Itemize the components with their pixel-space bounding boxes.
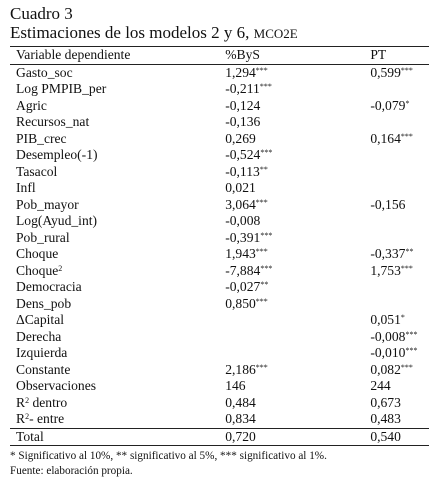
- coef-col-1: -0,124: [225, 97, 261, 113]
- table-row: [10, 329, 429, 346]
- coef-col-1: -0,008: [225, 213, 261, 228]
- table-row: [10, 213, 429, 230]
- coef-col-1: -0,136: [225, 114, 261, 129]
- coef-col-1: 1,294***: [225, 64, 268, 80]
- significance-stars: ***: [255, 296, 268, 306]
- variable-name: Desempleo(-1): [16, 147, 98, 162]
- coef-col-1: -7,884***: [225, 262, 273, 278]
- coef-col-2: -0,337**: [370, 246, 414, 261]
- significance-stars: ***: [260, 148, 273, 157]
- variable-name: Log(Ayud_int): [16, 213, 98, 228]
- significance-stars: *: [400, 313, 405, 322]
- coef-col-2: 0,082***: [370, 361, 413, 377]
- header-col-2: PT: [370, 47, 387, 62]
- coef-col-1: 3,064***: [225, 196, 268, 212]
- significance-note: * Significativo al 10%, ** significativo al 5%, *** significativo al 1%.: [10, 450, 327, 462]
- coef-col-2: 0,673: [370, 394, 401, 410]
- significance-stars: ***: [400, 131, 413, 141]
- table-row: [10, 98, 429, 115]
- table-row: [10, 312, 429, 329]
- variable-name: Izquierda: [16, 345, 68, 360]
- coef-col-1: -0,524***: [225, 147, 273, 162]
- coef-col-2: [370, 230, 429, 247]
- variable-name: $R^2-$ entre: [16, 411, 65, 426]
- variable-name: $R^2$ dentro: [16, 394, 68, 410]
- coef-col-1: 1,943***: [225, 246, 268, 261]
- significance-stars: ***: [260, 263, 273, 273]
- coef-col-2: [370, 147, 429, 164]
- table-row: [10, 197, 429, 214]
- coef-col-1: 0,269: [225, 130, 256, 146]
- coef-col-2: [370, 164, 429, 181]
- significance-stars: ***: [400, 263, 413, 273]
- coef-col-2: [370, 180, 429, 197]
- significance-stars: ***: [405, 329, 418, 339]
- table-body: [10, 64, 429, 428]
- coef-col-2: -0,079*: [370, 97, 410, 113]
- variable-name: Choque$^2$: [16, 262, 63, 278]
- significance-stars: ***: [255, 65, 268, 75]
- table-row: [10, 279, 429, 296]
- significance-stars: *: [405, 98, 410, 108]
- variable-name: Derecha: [16, 328, 62, 344]
- variable-name: Log PMPIB_per: [16, 81, 107, 96]
- table-row: [10, 362, 429, 379]
- variable-name: Agric: [16, 97, 47, 113]
- table-row: [10, 81, 429, 98]
- coef-col-2: [370, 81, 429, 98]
- variable-name: ΔCapital: [16, 312, 65, 327]
- significance-stars: **: [405, 247, 414, 256]
- significance-stars: ***: [400, 65, 413, 75]
- significance-stars: ***: [255, 362, 268, 372]
- significance-stars: **: [260, 280, 269, 289]
- table-number: Cuadro 3: [10, 4, 73, 23]
- variable-name: Democracia: [16, 279, 82, 294]
- table-row: [10, 395, 429, 412]
- table-row: [10, 411, 429, 428]
- significance-stars: ***: [255, 197, 268, 207]
- coef-col-2: 0,164***: [370, 130, 413, 146]
- table-row: [10, 114, 429, 131]
- significance-stars: ***: [400, 362, 413, 372]
- regression-table: [10, 46, 429, 446]
- coef-col-2: 1,753***: [370, 262, 413, 278]
- coef-col-2: [370, 213, 429, 230]
- coef-col-1: 0,021: [225, 180, 256, 195]
- significance-stars: **: [259, 164, 268, 174]
- header-variable: Variable dependiente: [16, 47, 131, 62]
- variable-name: Pob_rural: [16, 229, 70, 245]
- total-label: Total: [16, 428, 44, 444]
- coef-col-1: 0,850***: [225, 295, 268, 311]
- table-notes: [10, 449, 429, 479]
- significance-stars: ***: [260, 230, 273, 240]
- variable-name: Recursos_nat: [16, 114, 90, 129]
- coef-col-1: [225, 329, 370, 346]
- coef-col-1: -0,391***: [225, 229, 273, 245]
- significance-stars: ***: [259, 82, 272, 91]
- table-row: [10, 147, 429, 164]
- table-row: [10, 246, 429, 263]
- coef-col-1: -0,211***: [225, 81, 272, 96]
- variable-name: Pob_mayor: [16, 196, 79, 212]
- header-row: [10, 47, 429, 65]
- coef-col-2: [370, 296, 429, 313]
- variable-name: Tasacol: [16, 163, 58, 179]
- table-row: [10, 180, 429, 197]
- total-row: [10, 428, 429, 446]
- variable-name: Observaciones: [16, 378, 97, 393]
- table-row: [10, 296, 429, 313]
- variable-name: Dens_pob: [16, 295, 72, 311]
- table-row: [10, 131, 429, 148]
- coef-col-1: 146: [225, 378, 246, 393]
- variable-name: Choque: [16, 246, 59, 261]
- variable-name: Infl: [16, 180, 36, 195]
- coef-col-2: -0,010***: [370, 345, 418, 360]
- caption-main: Estimaciones de los modelos 2 y 6,: [10, 23, 250, 42]
- coef-col-1: 0,484: [225, 394, 256, 410]
- caption-suffix: MCO2E: [253, 26, 298, 41]
- significance-stars: ***: [405, 346, 418, 355]
- coef-col-2: 0,483: [370, 411, 401, 426]
- coef-col-2: [370, 114, 429, 131]
- table-row: [10, 263, 429, 280]
- table-caption: [10, 23, 429, 44]
- table-row: [10, 345, 429, 362]
- coef-col-2: [370, 279, 429, 296]
- table-row: [10, 164, 429, 181]
- total-value-2: 0,540: [370, 428, 401, 444]
- coef-col-2: -0,156: [370, 196, 406, 212]
- coef-col-1: -0,113**: [225, 163, 268, 179]
- coef-col-1: -0,027**: [225, 279, 269, 294]
- variable-name: Constante: [16, 361, 71, 377]
- table-row: [10, 64, 429, 81]
- coef-col-1: 0,834: [225, 411, 256, 426]
- header-col-1: %ByS: [225, 47, 260, 62]
- coef-col-1: [225, 312, 370, 329]
- variable-name: PIB_crec: [16, 130, 67, 146]
- coef-col-1: 2,186***: [225, 361, 268, 377]
- table-row: [10, 230, 429, 247]
- coef-col-1: [225, 345, 370, 362]
- coef-col-2: 244: [370, 378, 391, 393]
- total-value-1: 0,720: [225, 428, 256, 444]
- coef-col-2: 0,051*: [370, 312, 405, 327]
- table-row: [10, 378, 429, 395]
- coef-col-2: -0,008***: [370, 328, 418, 344]
- significance-stars: ***: [255, 247, 268, 256]
- variable-name: Gasto_soc: [16, 64, 73, 80]
- source-note: Fuente: elaboración propia.: [10, 465, 133, 477]
- coef-col-2: 0,599***: [370, 64, 413, 80]
